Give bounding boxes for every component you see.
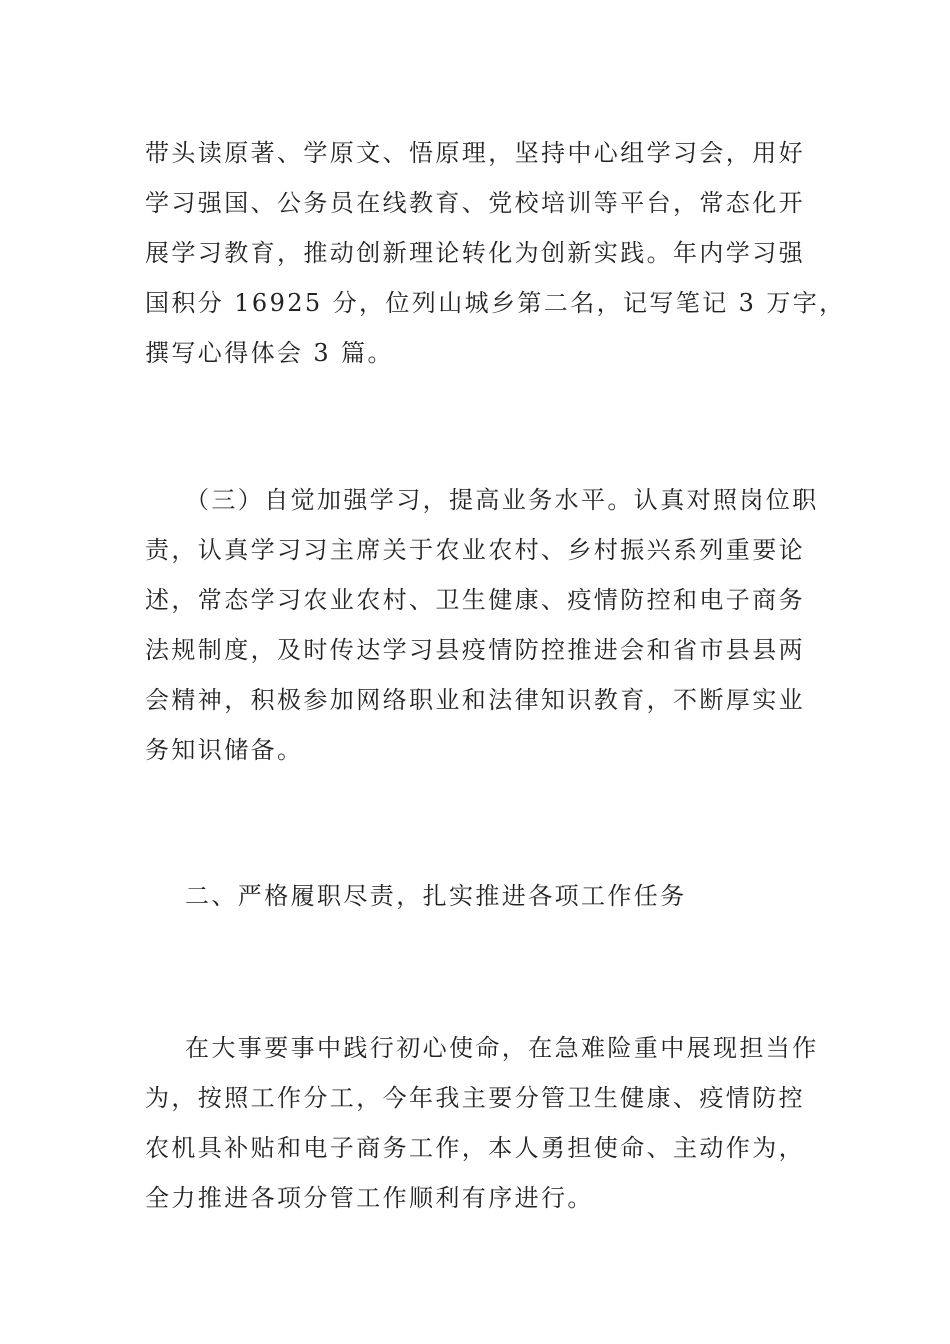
- text-line: 国积分 16925 分，位列山城乡第二名，记写笔记 3 万字，: [145, 289, 846, 317]
- heading-line: 二、严格履职尽责，扎实推进各项工作任务: [185, 882, 687, 910]
- text-line: 在大事要事中践行初心使命，在急难险重中展现担当作: [185, 1034, 819, 1062]
- text-line: 述，常态学习农业农村、卫生健康、疫情防控和电子商务: [145, 586, 805, 614]
- section-heading: [145, 871, 810, 921]
- text-line: 法规制度，及时传达学习县疫情防控推进会和省市县县两: [145, 636, 805, 664]
- paragraph-business-study: [145, 475, 819, 775]
- paragraph-duties: [145, 1023, 819, 1223]
- text-line: 会精神，积极参加网络职业和法律知识教育，不断厚实业: [145, 686, 805, 714]
- text-line: 带头读原著、学原文、悟原理，坚持中心组学习会，用好: [145, 139, 805, 167]
- paragraph-study-platforms: [145, 128, 846, 378]
- text-line: 农机具补贴和电子商务工作，本人勇担使命、主动作为，: [145, 1134, 805, 1162]
- text-line: 为，按照工作分工，今年我主要分管卫生健康、疫情防控: [145, 1084, 805, 1112]
- text-line: 学习强国、公务员在线教育、党校培训等平台，常态化开: [145, 189, 805, 217]
- text-line: 责，认真学习习主席关于农业农村、乡村振兴系列重要论: [145, 536, 805, 564]
- text-line: 展学习教育，推动创新理论转化为创新实践。年内学习强: [145, 239, 805, 267]
- text-line: 撰写心得体会 3 篇。: [145, 339, 394, 367]
- text-line: 务知识储备。: [145, 736, 304, 764]
- text-line: 全力推进各项分管工作顺利有序进行。: [145, 1184, 594, 1212]
- text-line: （三）自觉加强学习，提高业务水平。认真对照岗位职: [185, 486, 819, 514]
